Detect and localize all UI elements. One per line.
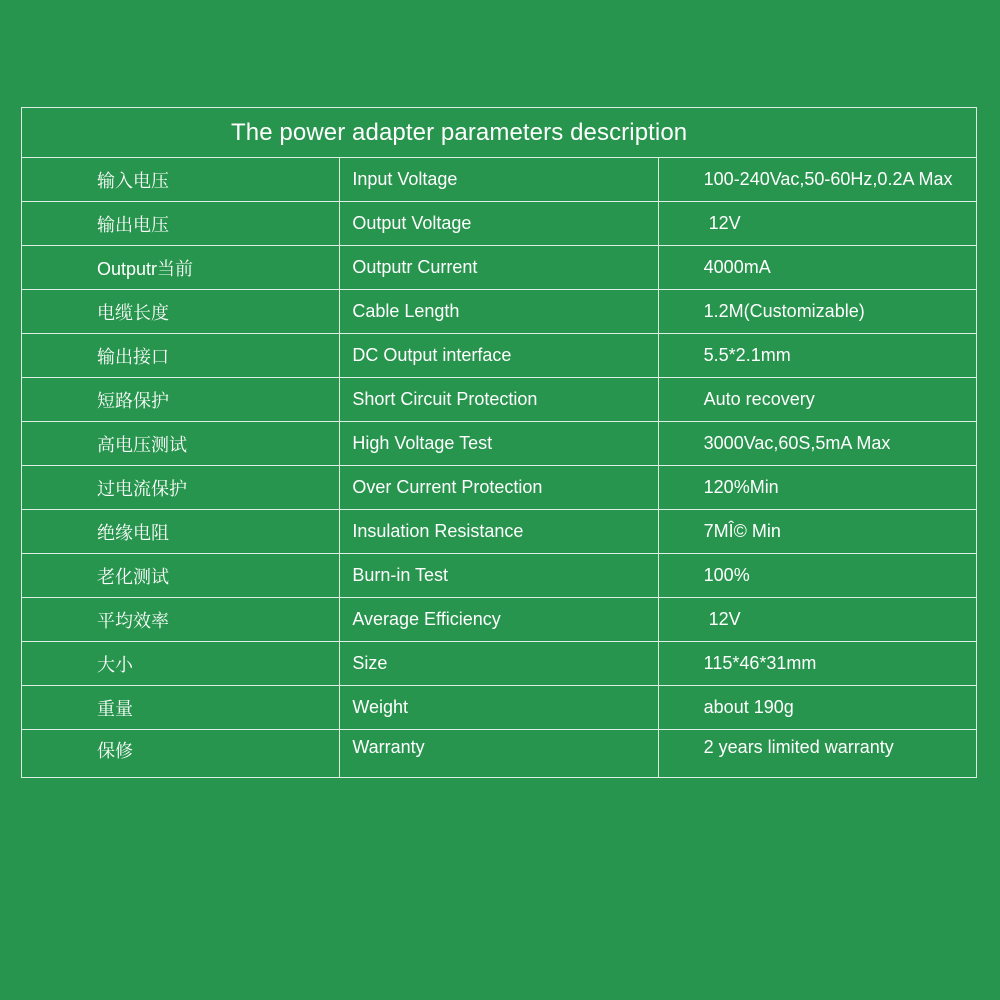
table-row (22, 686, 977, 730)
table-row (22, 466, 977, 510)
param-name-en: Burn-in Test (340, 554, 658, 598)
param-value: 100-240Vac,50-60Hz,0.2A Max (658, 158, 976, 202)
param-value: 120%Min (658, 466, 976, 510)
param-name-en: Input Voltage (340, 158, 658, 202)
param-name-cn: 输入电压 (22, 158, 340, 202)
param-value: 3000Vac,60S,5mA Max (658, 422, 976, 466)
param-name-en: High Voltage Test (340, 422, 658, 466)
parameters-table (21, 107, 977, 778)
param-value: 4000mA (658, 246, 976, 290)
param-name-cn: 高电压测试 (22, 422, 340, 466)
table-row (22, 334, 977, 378)
param-value: 115*46*31mm (658, 642, 976, 686)
param-name-cn: 电缆长度 (22, 290, 340, 334)
param-value: 5.5*2.1mm (658, 334, 976, 378)
param-name-en: Size (340, 642, 658, 686)
param-value: Auto recovery (658, 378, 976, 422)
param-name-cn: 重量 (22, 686, 340, 730)
param-value: 12V (658, 202, 976, 246)
table-row (22, 554, 977, 598)
table-row (22, 598, 977, 642)
param-name-cn: 过电流保护 (22, 466, 340, 510)
param-name-en: Warranty (340, 730, 658, 778)
param-value: 2 years limited warranty (658, 730, 976, 778)
table-row (22, 730, 977, 778)
param-value: about 190g (658, 686, 976, 730)
param-name-cn: Outputr当前 (22, 246, 340, 290)
param-name-en: Short Circuit Protection (340, 378, 658, 422)
table-title: The power adapter parameters description (22, 108, 977, 158)
table-row (22, 246, 977, 290)
param-name-cn: 保修 (22, 730, 340, 778)
param-name-cn: 输出电压 (22, 202, 340, 246)
table-row (22, 510, 977, 554)
param-name-cn: 大小 (22, 642, 340, 686)
param-name-cn: 输出接口 (22, 334, 340, 378)
param-name-en: Average Efficiency (340, 598, 658, 642)
table-row (22, 290, 977, 334)
param-name-cn: 短路保护 (22, 378, 340, 422)
param-name-en: Cable Length (340, 290, 658, 334)
param-name-cn: 绝缘电阻 (22, 510, 340, 554)
param-name-en: Weight (340, 686, 658, 730)
table-row (22, 422, 977, 466)
table-row (22, 158, 977, 202)
param-value: 12V (658, 598, 976, 642)
table-row (22, 378, 977, 422)
param-value: 100% (658, 554, 976, 598)
param-name-en: Over Current Protection (340, 466, 658, 510)
title-row (22, 108, 977, 158)
param-name-cn: 老化测试 (22, 554, 340, 598)
param-name-en: Output Voltage (340, 202, 658, 246)
param-value: 7MÎ© Min (658, 510, 976, 554)
param-name-en: Insulation Resistance (340, 510, 658, 554)
param-name-en: Outputr Current (340, 246, 658, 290)
param-value: 1.2M(Customizable) (658, 290, 976, 334)
table-row (22, 202, 977, 246)
param-name-cn: 平均效率 (22, 598, 340, 642)
param-name-en: DC Output interface (340, 334, 658, 378)
table-row (22, 642, 977, 686)
